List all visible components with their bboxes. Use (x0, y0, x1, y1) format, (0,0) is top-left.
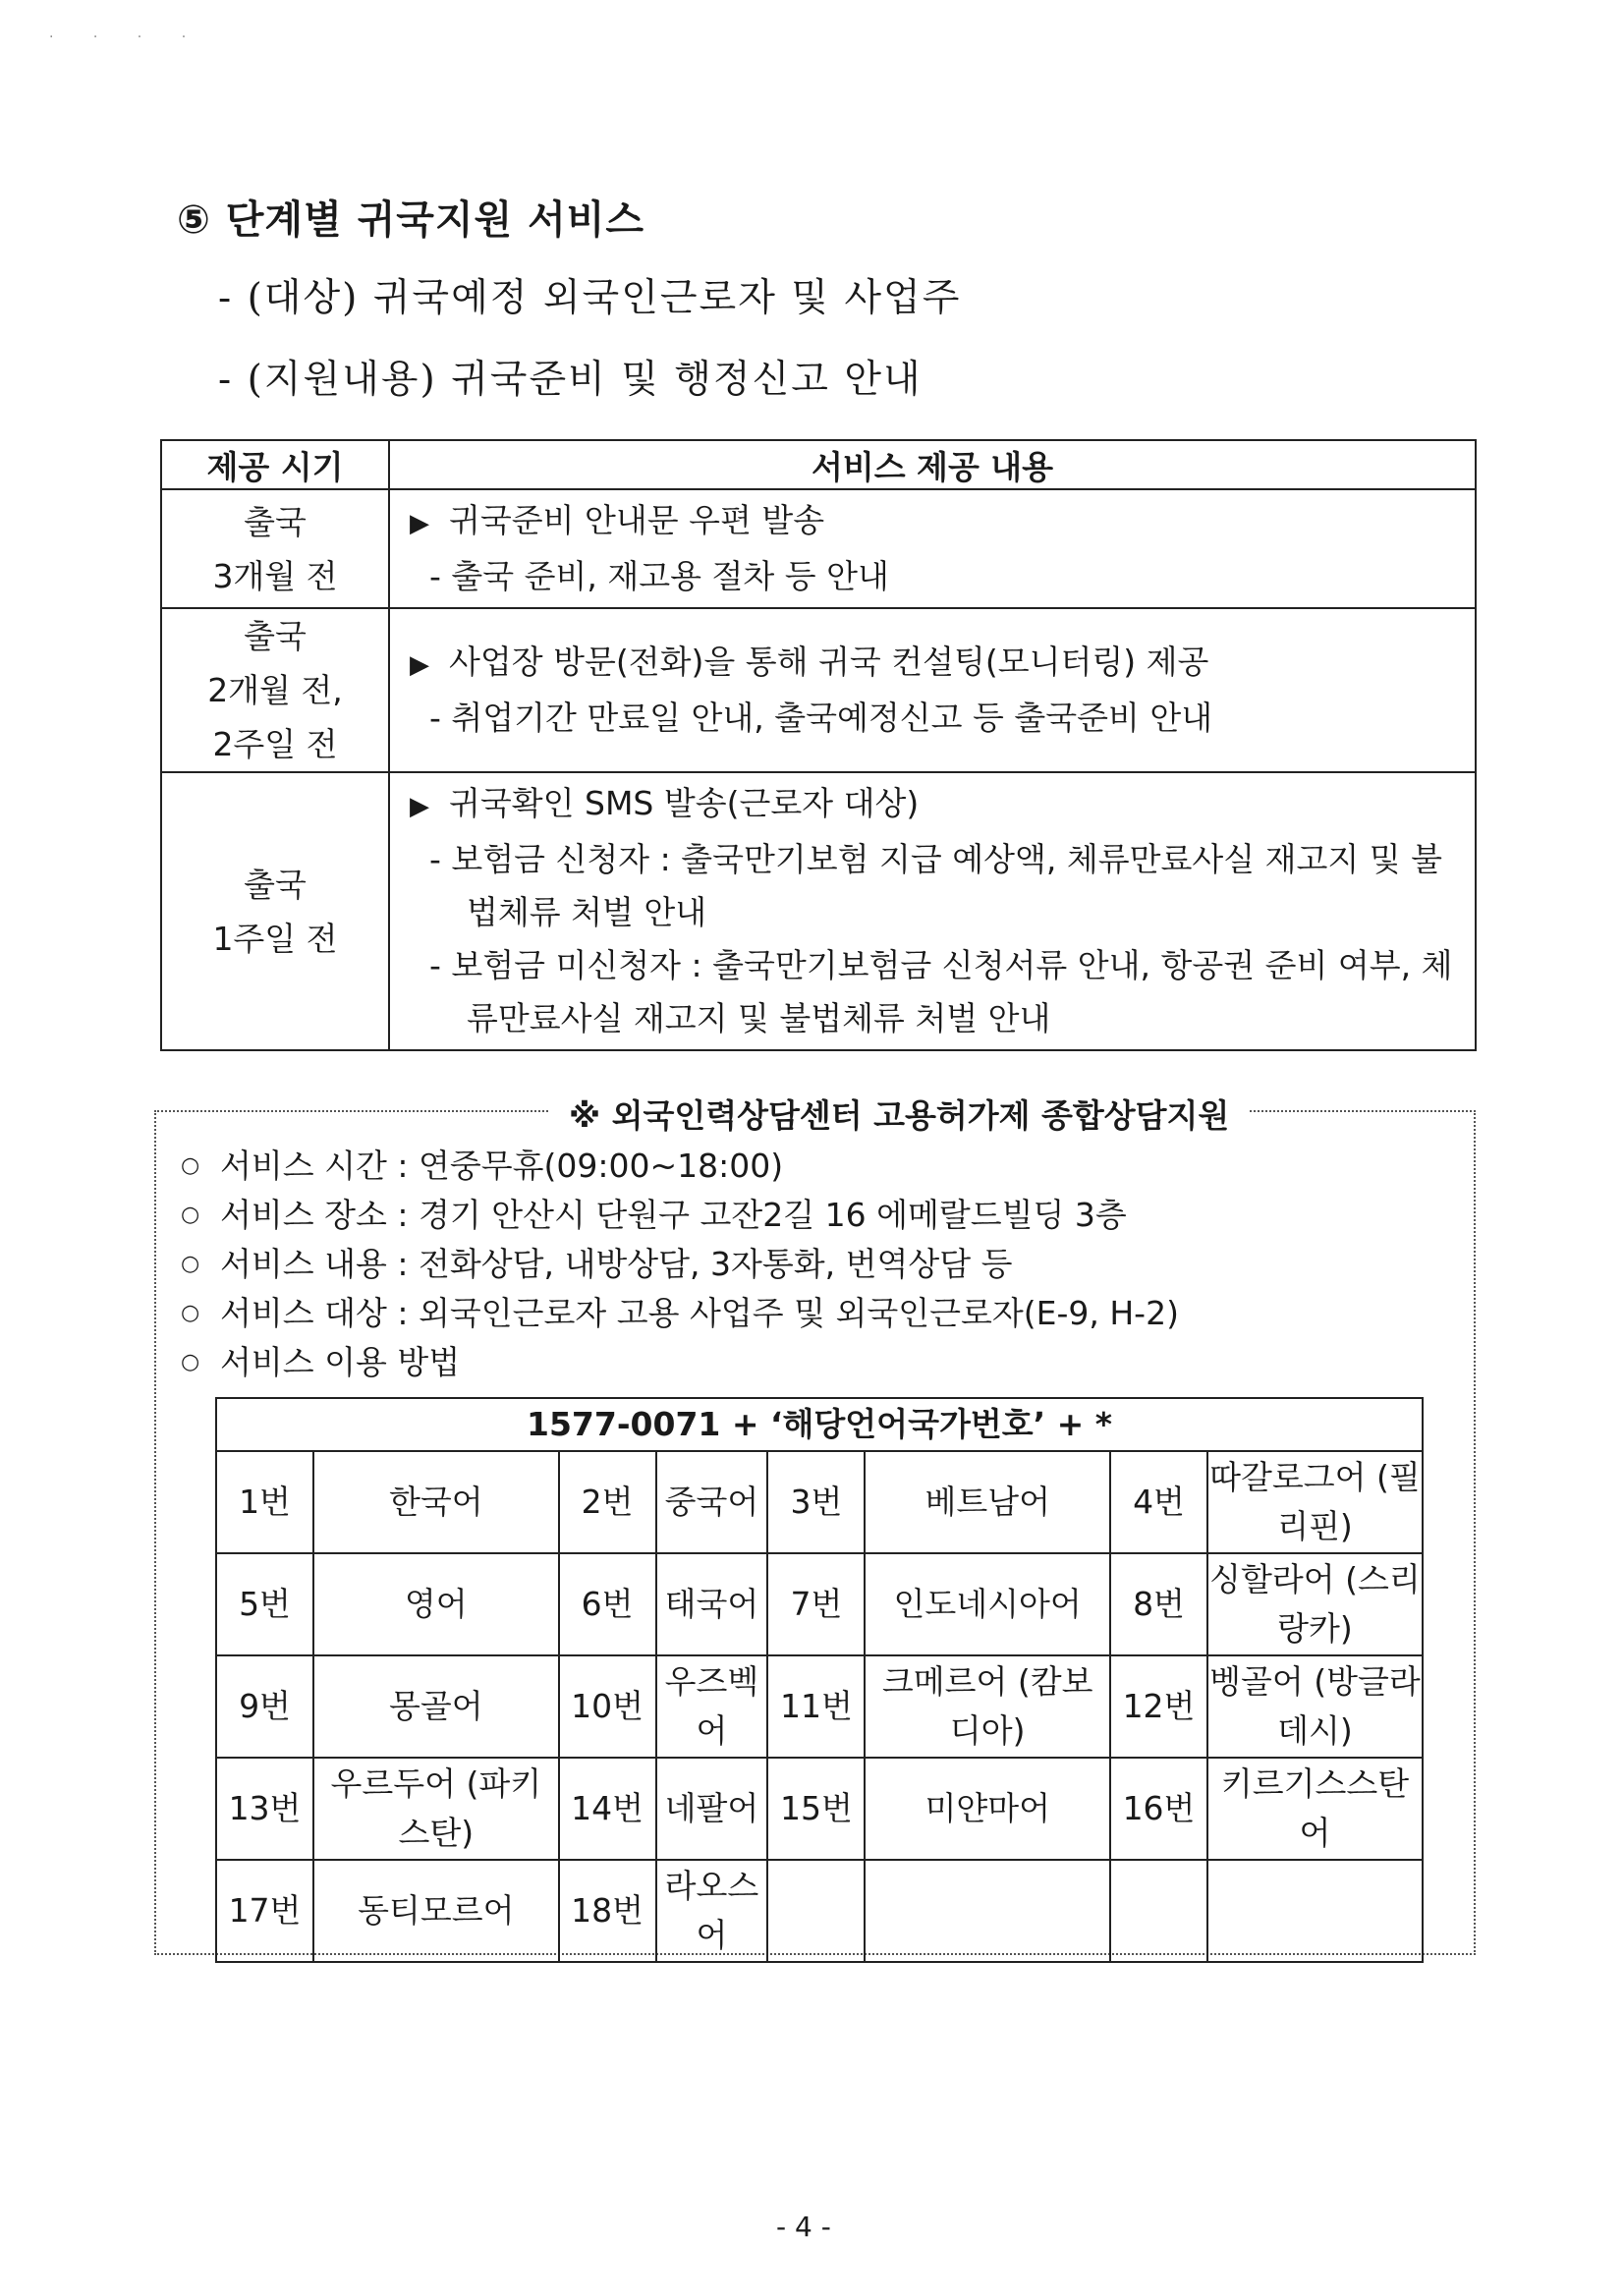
language-number: 2번 (559, 1451, 656, 1553)
schedule-table (160, 439, 1477, 1051)
content-cell (389, 608, 1476, 772)
timing-line: 출국 (244, 617, 307, 655)
language-number: 13번 (216, 1758, 313, 1860)
timing-line: 3개월 전 (212, 556, 338, 595)
language-name: 인도네시아어 (865, 1553, 1110, 1655)
service-info-list (181, 1142, 1179, 1387)
header-content: 서비스 제공 내용 (389, 440, 1476, 489)
language-code-table (215, 1397, 1424, 1963)
language-number: 18번 (559, 1860, 656, 1962)
list-item-text: 서비스 이용 방법 (220, 1343, 461, 1381)
language-number: 17번 (216, 1860, 313, 1962)
language-name: 중국어 (656, 1451, 768, 1553)
table-row (216, 1655, 1423, 1758)
language-name: 우즈벡어 (656, 1655, 768, 1758)
schedule-header-row (161, 440, 1476, 489)
language-number: 12번 (1110, 1655, 1207, 1758)
list-item (181, 1240, 1179, 1289)
language-name: 동티모르어 (313, 1860, 559, 1962)
content-cell (389, 772, 1476, 1050)
page-number: - 4 - (776, 2211, 831, 2243)
schedule-row (161, 608, 1476, 772)
circle-bullet-icon: ○ (181, 1153, 200, 1178)
language-number: 6번 (559, 1553, 656, 1655)
language-name: 라오스어 (656, 1860, 768, 1962)
timing-cell (161, 489, 389, 608)
language-name: 키르기스스탄어 (1207, 1758, 1423, 1860)
language-name: 벵골어 (방글라데시) (1207, 1655, 1423, 1758)
language-name: 한국어 (313, 1451, 559, 1553)
section-title: ⑤ 단계별 귀국지원 서비스 (177, 197, 645, 243)
language-name: 크메르어 (캄보디아) (865, 1655, 1110, 1758)
list-item-text: 서비스 내용 : 전화상담, 내방상담, 3자통화, 번역상담 등 (220, 1245, 1013, 1283)
table-row (216, 1758, 1423, 1860)
triangle-bullet-icon: ▶ (410, 509, 429, 538)
language-number: 11번 (767, 1655, 865, 1758)
circle-bullet-icon: ○ (181, 1203, 200, 1227)
main-item: 귀국확인 SMS 발송(근로자 대상) (449, 784, 920, 822)
language-number: 7번 (767, 1553, 865, 1655)
list-item (181, 1191, 1179, 1240)
empty-cell (865, 1860, 1110, 1962)
sub-item: - 취업기간 만료일 안내, 출국예정신고 등 출국준비 안내 (429, 699, 1213, 737)
list-item-text: 서비스 대상 : 외국인근로자 고용 사업주 및 외국인근로자(E-9, H-2) (220, 1294, 1179, 1332)
table-row (216, 1860, 1423, 1962)
language-name: 싱할라어 (스리랑카) (1207, 1553, 1423, 1655)
list-item (181, 1289, 1179, 1338)
triangle-bullet-icon: ▶ (410, 792, 429, 821)
language-name: 태국어 (656, 1553, 768, 1655)
language-number: 5번 (216, 1553, 313, 1655)
consultation-info-box (154, 1096, 1476, 1955)
language-number: 15번 (767, 1758, 865, 1860)
empty-cell (767, 1860, 865, 1962)
list-item-text: 서비스 시간 : 연중무휴(09:00~18:00) (220, 1147, 784, 1185)
sub-item: - 출국 준비, 재고용 절차 등 안내 (429, 557, 889, 595)
timing-line: 2주일 전 (212, 725, 338, 763)
language-number: 8번 (1110, 1553, 1207, 1655)
schedule-row (161, 772, 1476, 1050)
dial-instruction-header: 1577-0071 + ‘해당언어국가번호’ + * (216, 1398, 1423, 1451)
timing-cell (161, 608, 389, 772)
list-item (181, 1338, 1179, 1387)
sub-item: - 보험금 미신청자 : 출국만기보험금 신청서류 안내, 항공권 준비 여부, 체류만료사실 재고지 및 불법체류 처벌 안내 (429, 946, 1453, 1037)
language-name: 네팔어 (656, 1758, 768, 1860)
scan-artifact: · · · · (49, 29, 204, 45)
language-number: 3번 (767, 1451, 865, 1553)
timing-line: 출국 (244, 865, 307, 904)
schedule-row (161, 489, 1476, 608)
header-timing: 제공 시기 (161, 440, 389, 489)
language-number: 16번 (1110, 1758, 1207, 1860)
content-cell (389, 489, 1476, 608)
timing-line: 2개월 전, (207, 671, 343, 709)
main-item: 귀국준비 안내문 우편 발송 (449, 501, 825, 539)
language-name: 우르두어 (파키스탄) (313, 1758, 559, 1860)
language-number: 1번 (216, 1451, 313, 1553)
table-row (216, 1553, 1423, 1655)
empty-cell (1110, 1860, 1207, 1962)
list-item (181, 1142, 1179, 1191)
support-content-line: - (지원내용) 귀국준비 및 행정신고 안내 (218, 358, 923, 402)
empty-cell (1207, 1860, 1423, 1962)
triangle-bullet-icon: ▶ (410, 650, 429, 680)
list-item-text: 서비스 장소 : 경기 안산시 단원구 고잔2길 16 에메랄드빌딩 3층 (220, 1196, 1127, 1234)
circle-bullet-icon: ○ (181, 1301, 200, 1325)
circle-bullet-icon: ○ (181, 1350, 200, 1374)
language-name: 미얀마어 (865, 1758, 1110, 1860)
info-box-title: ※ 외국인력상담센터 고용허가제 종합상담지원 (549, 1091, 1249, 1137)
language-name: 몽골어 (313, 1655, 559, 1758)
timing-line: 1주일 전 (212, 919, 338, 958)
main-item: 사업장 방문(전화)을 통해 귀국 컨설팅(모니터링) 제공 (449, 643, 1209, 681)
language-number: 9번 (216, 1655, 313, 1758)
language-number: 10번 (559, 1655, 656, 1758)
language-number: 14번 (559, 1758, 656, 1860)
timing-line: 출국 (244, 502, 307, 541)
target-line: - (대상) 귀국예정 외국인근로자 및 사업주 (218, 276, 962, 320)
language-number: 4번 (1110, 1451, 1207, 1553)
circle-bullet-icon: ○ (181, 1252, 200, 1276)
language-name: 영어 (313, 1553, 559, 1655)
language-name: 따갈로그어 (필리핀) (1207, 1451, 1423, 1553)
sub-item: - 보험금 신청자 : 출국만기보험 지급 예상액, 체류만료사실 재고지 및 불법체류 처벌 안내 (429, 840, 1442, 931)
timing-cell (161, 772, 389, 1050)
table-row (216, 1451, 1423, 1553)
language-name: 베트남어 (865, 1451, 1110, 1553)
